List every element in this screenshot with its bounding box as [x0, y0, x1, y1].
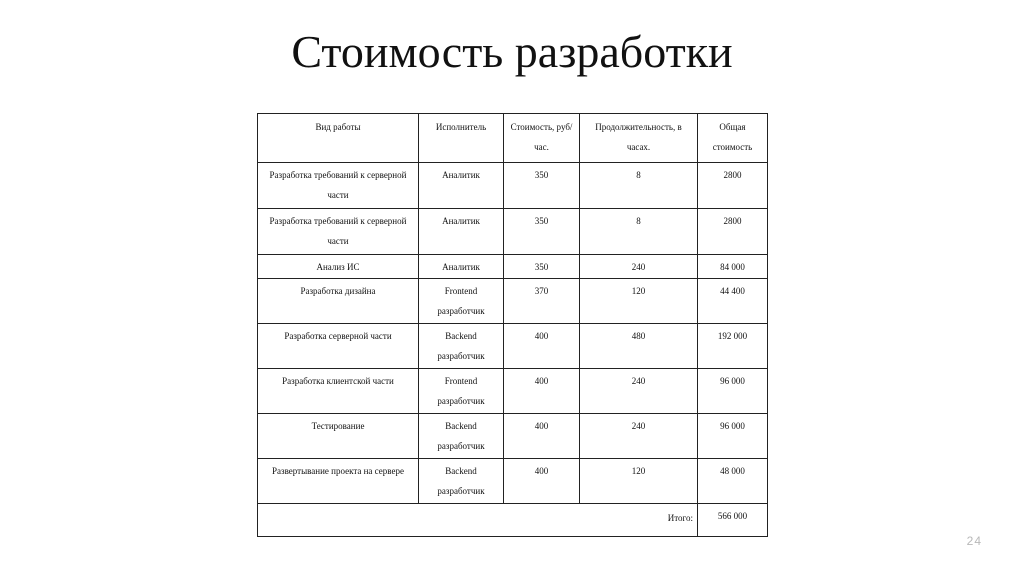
total-value: 566 000 — [698, 504, 768, 537]
cell-rate: 350 — [504, 209, 580, 255]
cell-executor: Backend разработчик — [419, 414, 504, 459]
cell-rate: 400 — [504, 459, 580, 504]
cell-total: 192 000 — [698, 324, 768, 369]
cell-hours: 240 — [580, 369, 698, 414]
cell-total: 44 400 — [698, 279, 768, 324]
cell-executor: Аналитик — [419, 255, 504, 279]
cell-rate: 350 — [504, 255, 580, 279]
table-total-row — [258, 504, 768, 537]
cost-table — [257, 113, 768, 537]
page-number: 24 — [966, 534, 982, 548]
table-header-row — [258, 114, 768, 163]
cell-executor: Frontend разработчик — [419, 369, 504, 414]
cell-hours: 8 — [580, 209, 698, 255]
cell-total: 96 000 — [698, 369, 768, 414]
cell-rate: 400 — [504, 369, 580, 414]
cell-executor: Backend разработчик — [419, 459, 504, 504]
cell-total: 2800 — [698, 163, 768, 209]
table-row — [258, 459, 768, 504]
cell-total: 48 000 — [698, 459, 768, 504]
table-row — [258, 163, 768, 209]
cell-work-type: Тестирование — [258, 414, 419, 459]
cell-hours: 120 — [580, 279, 698, 324]
table-row — [258, 324, 768, 369]
cell-total: 84 000 — [698, 255, 768, 279]
cell-rate: 400 — [504, 324, 580, 369]
cell-work-type: Разработка требований к серверной части — [258, 209, 419, 255]
cell-work-type: Разработка дизайна — [258, 279, 419, 324]
cell-work-type: Развертывание проекта на сервере — [258, 459, 419, 504]
table-row — [258, 209, 768, 255]
cell-executor: Аналитик — [419, 163, 504, 209]
cell-work-type: Разработка серверной части — [258, 324, 419, 369]
cell-rate: 370 — [504, 279, 580, 324]
cell-executor: Frontend разработчик — [419, 279, 504, 324]
header-executor: Исполнитель — [419, 114, 504, 163]
table-row — [258, 279, 768, 324]
table-row — [258, 255, 768, 279]
cell-hours: 240 — [580, 255, 698, 279]
cell-hours: 120 — [580, 459, 698, 504]
cell-hours: 240 — [580, 414, 698, 459]
cell-rate: 400 — [504, 414, 580, 459]
header-total-cost: Общая стоимость — [698, 114, 768, 163]
cell-total: 96 000 — [698, 414, 768, 459]
cell-work-type: Анализ ИС — [258, 255, 419, 279]
total-label: Итого: — [258, 504, 698, 537]
cell-hours: 480 — [580, 324, 698, 369]
header-duration: Продолжительность, в часах. — [580, 114, 698, 163]
cell-executor: Backend разработчик — [419, 324, 504, 369]
cell-hours: 8 — [580, 163, 698, 209]
cell-total: 2800 — [698, 209, 768, 255]
cell-rate: 350 — [504, 163, 580, 209]
table-row — [258, 414, 768, 459]
cell-executor: Аналитик — [419, 209, 504, 255]
header-rate: Стоимость, руб/час. — [504, 114, 580, 163]
cell-work-type: Разработка клиентской части — [258, 369, 419, 414]
table-row — [258, 369, 768, 414]
slide-title: Стоимость разработки — [291, 26, 733, 77]
header-work-type: Вид работы — [258, 114, 419, 163]
cell-work-type: Разработка требований к серверной части — [258, 163, 419, 209]
